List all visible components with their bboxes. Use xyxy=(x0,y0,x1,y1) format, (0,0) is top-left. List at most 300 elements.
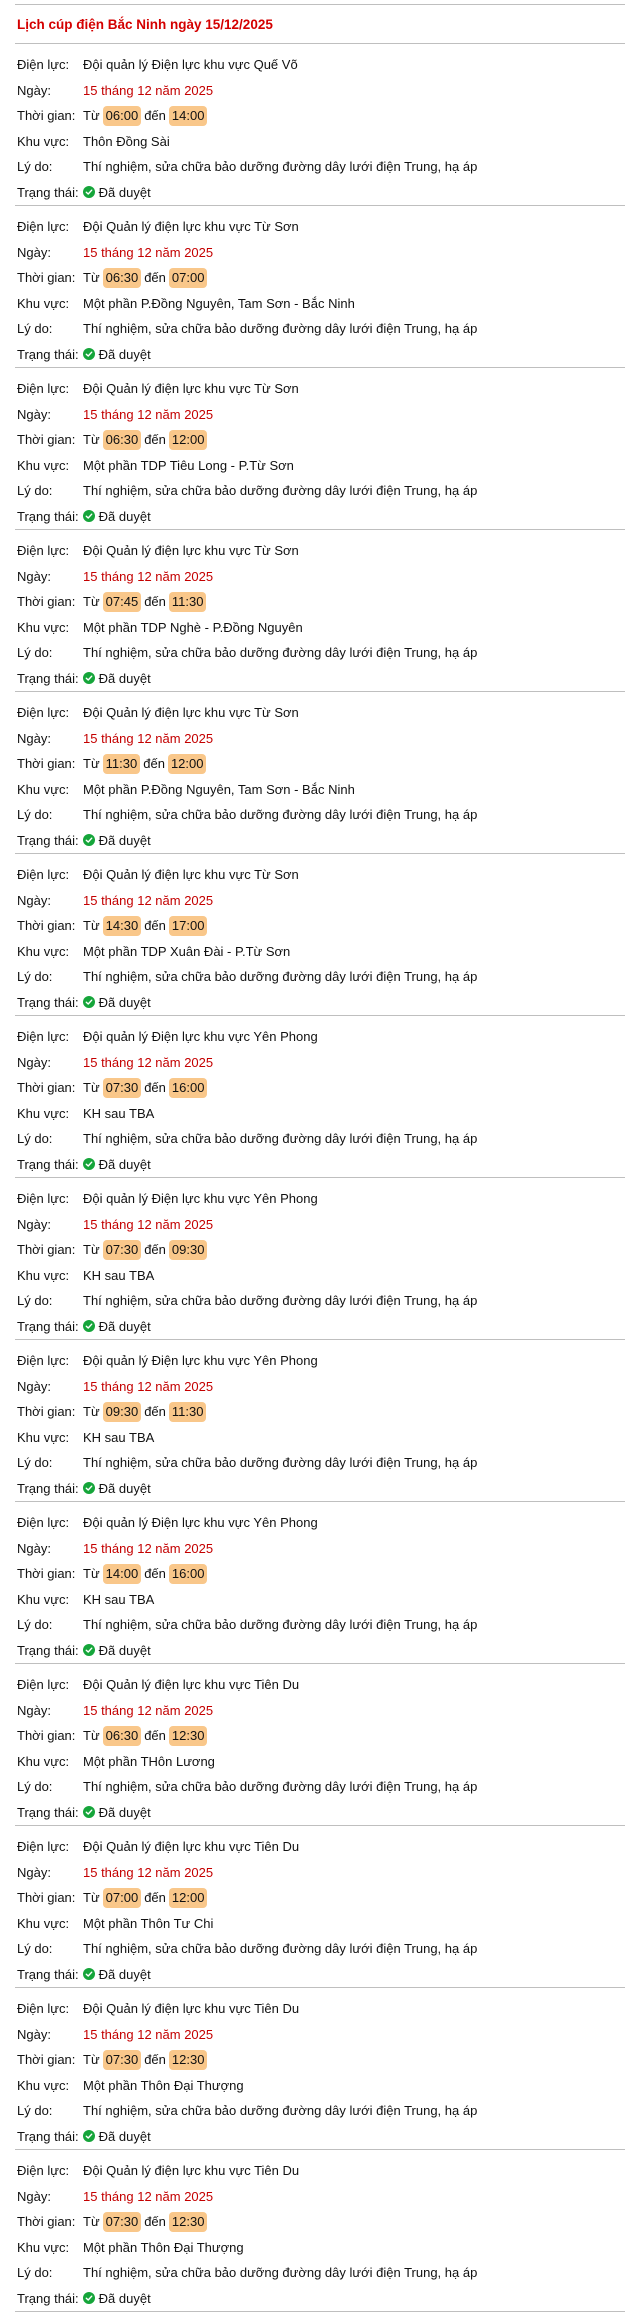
area-row xyxy=(17,1749,625,1775)
date-value: 15 tháng 12 năm 2025 xyxy=(83,1540,214,1556)
area-row xyxy=(17,2073,625,2099)
unit-value: Đội Quản lý điện lực khu vực Từ Sơn xyxy=(83,381,299,397)
time-to-label: đến xyxy=(144,432,166,448)
check-circle-icon xyxy=(83,510,95,522)
time-to-label: đến xyxy=(144,594,166,610)
outage-record xyxy=(15,1502,625,1664)
reason-label: Lý do: xyxy=(17,645,53,661)
date-row xyxy=(17,564,625,590)
time-label: Thời gian: xyxy=(17,1242,76,1258)
time-from-label: Từ xyxy=(83,1242,100,1258)
start-time-badge: 07:30 xyxy=(103,2050,142,2070)
status-label: Trạng thái: xyxy=(17,346,79,362)
area-value: KH sau TBA xyxy=(83,1267,155,1283)
date-value: 15 tháng 12 năm 2025 xyxy=(83,1378,214,1394)
reason-label: Lý do: xyxy=(17,969,53,985)
status-row xyxy=(17,990,625,1016)
end-time-badge: 12:30 xyxy=(169,1726,208,1746)
unit-row xyxy=(17,1834,625,1860)
unit-row xyxy=(17,862,625,888)
reason-row xyxy=(17,1450,625,1476)
time-from-label: Từ xyxy=(83,108,100,124)
reason-value: Thí nghiệm, sửa chữa bảo dưỡng đường dây lưới điện Trung, hạ áp xyxy=(83,1941,478,1957)
outage-record xyxy=(15,1340,625,1502)
unit-value: Đội Quản lý điện lực khu vực Từ Sơn xyxy=(83,543,299,559)
time-label: Thời gian: xyxy=(17,1566,76,1582)
date-value: 15 tháng 12 năm 2025 xyxy=(83,406,214,422)
outage-record xyxy=(15,44,625,206)
date-label: Ngày: xyxy=(17,1054,51,1070)
end-time-badge: 12:00 xyxy=(168,754,207,774)
reason-value: Thí nghiệm, sửa chữa bảo dưỡng đường dây lưới điện Trung, hạ áp xyxy=(83,1617,478,1633)
start-time-badge: 07:00 xyxy=(103,1888,142,1908)
unit-value: Đội quản lý Điện lực khu vực Quế Võ xyxy=(83,57,298,73)
status-row xyxy=(17,1962,625,1988)
time-label: Thời gian: xyxy=(17,108,76,124)
time-row xyxy=(17,265,625,291)
area-row xyxy=(17,129,625,155)
area-value: Một phần P.Đồng Nguyên, Tam Sơn - Bắc Ninh xyxy=(83,295,355,311)
status-label: Trạng thái: xyxy=(17,832,79,848)
unit-label: Điện lực: xyxy=(17,2001,70,2017)
time-from-label: Từ xyxy=(83,918,100,934)
reason-value: Thí nghiệm, sửa chữa bảo dưỡng đường dây lưới điện Trung, hạ áp xyxy=(83,2103,478,2119)
reason-row xyxy=(17,640,625,666)
reason-row xyxy=(17,316,625,342)
area-value: Thôn Đồng Sài xyxy=(83,133,170,149)
unit-value: Đội Quản lý điện lực khu vực Tiên Du xyxy=(83,1677,300,1693)
reason-row xyxy=(17,1126,625,1152)
reason-label: Lý do: xyxy=(17,1617,53,1633)
status-value: Đã duyệt xyxy=(98,1318,151,1334)
area-row xyxy=(17,615,625,641)
time-to-label: đến xyxy=(144,1404,166,1420)
time-from-label: Từ xyxy=(83,432,100,448)
time-to-label: đến xyxy=(144,270,166,286)
date-value: 15 tháng 12 năm 2025 xyxy=(83,82,214,98)
date-row xyxy=(17,1536,625,1562)
area-value: Một phần TDP Xuân Đài - P.Từ Sơn xyxy=(83,943,291,959)
time-label: Thời gian: xyxy=(17,594,76,610)
date-value: 15 tháng 12 năm 2025 xyxy=(83,1702,214,1718)
date-label: Ngày: xyxy=(17,406,51,422)
reason-row xyxy=(17,802,625,828)
time-to-label: đến xyxy=(144,1890,166,1906)
time-from-label: Từ xyxy=(83,594,100,610)
check-circle-icon xyxy=(83,1968,95,1980)
unit-row xyxy=(17,1186,625,1212)
status-label: Trạng thái: xyxy=(17,670,79,686)
area-value: KH sau TBA xyxy=(83,1429,155,1445)
unit-row xyxy=(17,52,625,78)
reason-label: Lý do: xyxy=(17,1779,53,1795)
check-circle-icon xyxy=(83,186,95,198)
area-label: Khu vực: xyxy=(17,2239,70,2255)
time-from-label: Từ xyxy=(83,756,100,772)
status-value: Đã duyệt xyxy=(98,508,151,524)
unit-label: Điện lực: xyxy=(17,381,70,397)
check-circle-icon xyxy=(83,1644,95,1656)
area-label: Khu vực: xyxy=(17,133,70,149)
check-circle-icon xyxy=(83,1320,95,1332)
area-label: Khu vực: xyxy=(17,943,70,959)
end-time-badge: 14:00 xyxy=(169,106,208,126)
time-row xyxy=(17,1237,625,1263)
time-to-label: đến xyxy=(144,2214,166,2230)
reason-row xyxy=(17,154,625,180)
time-to-label: đến xyxy=(144,1242,166,1258)
status-label: Trạng thái: xyxy=(17,1480,79,1496)
outage-record xyxy=(15,1664,625,1826)
check-circle-icon xyxy=(83,834,95,846)
outage-record xyxy=(15,1988,625,2150)
reason-label: Lý do: xyxy=(17,1941,53,1957)
end-time-badge: 12:00 xyxy=(169,430,208,450)
reason-value: Thí nghiệm, sửa chữa bảo dưỡng đường dây lưới điện Trung, hạ áp xyxy=(83,321,478,337)
unit-label: Điện lực: xyxy=(17,2163,70,2179)
status-value: Đã duyệt xyxy=(98,2290,151,2306)
area-row xyxy=(17,1101,625,1127)
time-from-label: Từ xyxy=(83,1566,100,1582)
page-header xyxy=(15,4,625,44)
end-time-badge: 07:00 xyxy=(169,268,208,288)
unit-value: Đội quản lý Điện lực khu vực Yên Phong xyxy=(83,1353,318,1369)
date-label: Ngày: xyxy=(17,2026,51,2042)
time-label: Thời gian: xyxy=(17,270,76,286)
reason-value: Thí nghiệm, sửa chữa bảo dưỡng đường dây lưới điện Trung, hạ áp xyxy=(83,1131,478,1147)
time-from-label: Từ xyxy=(83,2214,100,2230)
date-label: Ngày: xyxy=(17,892,51,908)
outage-record xyxy=(15,1178,625,1340)
end-time-badge: 11:30 xyxy=(169,1402,207,1422)
date-value: 15 tháng 12 năm 2025 xyxy=(83,730,214,746)
start-time-badge: 06:30 xyxy=(103,268,142,288)
end-time-badge: 12:30 xyxy=(169,2212,208,2232)
end-time-badge: 17:00 xyxy=(169,916,208,936)
status-row xyxy=(17,1314,625,1340)
reason-label: Lý do: xyxy=(17,1455,53,1471)
check-circle-icon xyxy=(83,996,95,1008)
date-row xyxy=(17,2022,625,2048)
unit-label: Điện lực: xyxy=(17,1839,70,1855)
area-label: Khu vực: xyxy=(17,1267,70,1283)
outage-record xyxy=(15,692,625,854)
status-row xyxy=(17,342,625,368)
time-row xyxy=(17,1399,625,1425)
status-label: Trạng thái: xyxy=(17,184,79,200)
reason-row xyxy=(17,2260,625,2286)
unit-label: Điện lực: xyxy=(17,219,70,235)
reason-value: Thí nghiệm, sửa chữa bảo dưỡng đường dây lưới điện Trung, hạ áp xyxy=(83,1455,478,1471)
area-value: Một phần P.Đồng Nguyên, Tam Sơn - Bắc Ninh xyxy=(83,781,355,797)
time-from-label: Từ xyxy=(83,1404,100,1420)
status-row xyxy=(17,1152,625,1178)
reason-label: Lý do: xyxy=(17,1293,53,1309)
unit-row xyxy=(17,2158,625,2184)
page-title: Lịch cúp điện Bắc Ninh ngày 15/12/2025 xyxy=(17,16,273,32)
date-row xyxy=(17,1050,625,1076)
time-to-label: đến xyxy=(144,918,166,934)
time-row xyxy=(17,1723,625,1749)
reason-value: Thí nghiệm, sửa chữa bảo dưỡng đường dây lưới điện Trung, hạ áp xyxy=(83,2265,478,2281)
start-time-badge: 07:30 xyxy=(103,1078,142,1098)
unit-label: Điện lực: xyxy=(17,543,70,559)
outage-list xyxy=(15,44,625,2312)
status-row xyxy=(17,666,625,692)
unit-value: Đội Quản lý điện lực khu vực Tiên Du xyxy=(83,1839,300,1855)
outage-record xyxy=(15,368,625,530)
reason-label: Lý do: xyxy=(17,807,53,823)
end-time-badge: 11:30 xyxy=(169,592,207,612)
time-row xyxy=(17,103,625,129)
status-row xyxy=(17,504,625,530)
check-circle-icon xyxy=(83,1158,95,1170)
unit-row xyxy=(17,1510,625,1536)
reason-label: Lý do: xyxy=(17,2103,53,2119)
date-row xyxy=(17,1860,625,1886)
time-row xyxy=(17,2209,625,2235)
outage-record xyxy=(15,854,625,1016)
unit-row xyxy=(17,376,625,402)
time-from-label: Từ xyxy=(83,1728,100,1744)
time-to-label: đến xyxy=(143,756,165,772)
area-value: KH sau TBA xyxy=(83,1105,155,1121)
area-value: Một phần TDP Nghè - P.Đồng Nguyên xyxy=(83,619,303,635)
reason-label: Lý do: xyxy=(17,2265,53,2281)
area-row xyxy=(17,1425,625,1451)
time-label: Thời gian: xyxy=(17,756,76,772)
time-label: Thời gian: xyxy=(17,1728,76,1744)
unit-value: Đội quản lý Điện lực khu vực Yên Phong xyxy=(83,1029,318,1045)
status-value: Đã duyệt xyxy=(98,184,151,200)
unit-value: Đội Quản lý điện lực khu vực Tiên Du xyxy=(83,2001,300,2017)
area-row xyxy=(17,1263,625,1289)
reason-value: Thí nghiệm, sửa chữa bảo dưỡng đường dây lưới điện Trung, hạ áp xyxy=(83,645,478,661)
end-time-badge: 09:30 xyxy=(169,1240,208,1260)
status-row xyxy=(17,2286,625,2312)
reason-row xyxy=(17,964,625,990)
date-row xyxy=(17,1698,625,1724)
start-time-badge: 07:30 xyxy=(103,2212,142,2232)
start-time-badge: 14:30 xyxy=(103,916,142,936)
status-label: Trạng thái: xyxy=(17,2290,79,2306)
time-to-label: đến xyxy=(144,108,166,124)
unit-label: Điện lực: xyxy=(17,57,70,73)
date-label: Ngày: xyxy=(17,244,51,260)
date-value: 15 tháng 12 năm 2025 xyxy=(83,1054,214,1070)
time-row xyxy=(17,427,625,453)
status-value: Đã duyệt xyxy=(98,1642,151,1658)
time-from-label: Từ xyxy=(83,1080,100,1096)
start-time-badge: 07:45 xyxy=(103,592,142,612)
time-label: Thời gian: xyxy=(17,1890,76,1906)
unit-label: Điện lực: xyxy=(17,867,70,883)
reason-row xyxy=(17,1774,625,1800)
status-value: Đã duyệt xyxy=(98,2128,151,2144)
reason-row xyxy=(17,1936,625,1962)
status-value: Đã duyệt xyxy=(98,1804,151,1820)
check-circle-icon xyxy=(83,1806,95,1818)
unit-row xyxy=(17,538,625,564)
unit-value: Đội quản lý Điện lực khu vực Yên Phong xyxy=(83,1191,318,1207)
status-value: Đã duyệt xyxy=(98,670,151,686)
date-value: 15 tháng 12 năm 2025 xyxy=(83,244,214,260)
date-row xyxy=(17,1374,625,1400)
start-time-badge: 06:00 xyxy=(103,106,142,126)
status-row xyxy=(17,2124,625,2150)
status-value: Đã duyệt xyxy=(98,1480,151,1496)
date-label: Ngày: xyxy=(17,1216,51,1232)
start-time-badge: 11:30 xyxy=(103,754,141,774)
area-label: Khu vực: xyxy=(17,2077,70,2093)
area-value: Một phần Thôn Đại Thượng xyxy=(83,2077,244,2093)
status-label: Trạng thái: xyxy=(17,508,79,524)
date-value: 15 tháng 12 năm 2025 xyxy=(83,2188,214,2204)
unit-value: Đội Quản lý điện lực khu vực Từ Sơn xyxy=(83,867,299,883)
time-to-label: đến xyxy=(144,1080,166,1096)
unit-value: Đội Quản lý điện lực khu vực Từ Sơn xyxy=(83,705,299,721)
time-label: Thời gian: xyxy=(17,2052,76,2068)
check-circle-icon xyxy=(83,2292,95,2304)
unit-label: Điện lực: xyxy=(17,1029,70,1045)
date-label: Ngày: xyxy=(17,82,51,98)
outage-record xyxy=(15,2150,625,2312)
area-label: Khu vực: xyxy=(17,619,70,635)
status-value: Đã duyệt xyxy=(98,994,151,1010)
status-value: Đã duyệt xyxy=(98,346,151,362)
unit-label: Điện lực: xyxy=(17,1191,70,1207)
area-label: Khu vực: xyxy=(17,1753,70,1769)
time-label: Thời gian: xyxy=(17,2214,76,2230)
time-label: Thời gian: xyxy=(17,1404,76,1420)
status-label: Trạng thái: xyxy=(17,1966,79,1982)
area-label: Khu vực: xyxy=(17,1429,70,1445)
area-value: Một phần THôn Lương xyxy=(83,1753,215,1769)
date-row xyxy=(17,726,625,752)
date-label: Ngày: xyxy=(17,1702,51,1718)
area-row xyxy=(17,291,625,317)
reason-label: Lý do: xyxy=(17,1131,53,1147)
date-label: Ngày: xyxy=(17,1378,51,1394)
area-value: Một phần TDP Tiêu Long - P.Từ Sơn xyxy=(83,457,294,473)
reason-value: Thí nghiệm, sửa chữa bảo dưỡng đường dây lưới điện Trung, hạ áp xyxy=(83,807,478,823)
check-circle-icon xyxy=(83,672,95,684)
unit-row xyxy=(17,1996,625,2022)
date-value: 15 tháng 12 năm 2025 xyxy=(83,2026,214,2042)
area-value: Một phần Thôn Tư Chi xyxy=(83,1915,214,1931)
end-time-badge: 16:00 xyxy=(169,1564,208,1584)
status-label: Trạng thái: xyxy=(17,994,79,1010)
status-value: Đã duyệt xyxy=(98,832,151,848)
start-time-badge: 07:30 xyxy=(103,1240,142,1260)
time-to-label: đến xyxy=(144,2052,166,2068)
area-label: Khu vực: xyxy=(17,1105,70,1121)
reason-row xyxy=(17,2098,625,2124)
status-label: Trạng thái: xyxy=(17,1642,79,1658)
unit-row xyxy=(17,214,625,240)
reason-row xyxy=(17,1612,625,1638)
area-label: Khu vực: xyxy=(17,457,70,473)
date-value: 15 tháng 12 năm 2025 xyxy=(83,568,214,584)
reason-value: Thí nghiệm, sửa chữa bảo dưỡng đường dây lưới điện Trung, hạ áp xyxy=(83,969,478,985)
check-circle-icon xyxy=(83,1482,95,1494)
unit-label: Điện lực: xyxy=(17,1677,70,1693)
date-value: 15 tháng 12 năm 2025 xyxy=(83,1864,214,1880)
status-label: Trạng thái: xyxy=(17,2128,79,2144)
outage-record xyxy=(15,1016,625,1178)
reason-value: Thí nghiệm, sửa chữa bảo dưỡng đường dây lưới điện Trung, hạ áp xyxy=(83,1779,478,1795)
date-row xyxy=(17,240,625,266)
start-time-badge: 14:00 xyxy=(103,1564,142,1584)
unit-value: Đội Quản lý điện lực khu vực Tiên Du xyxy=(83,2163,300,2179)
time-from-label: Từ xyxy=(83,2052,100,2068)
status-row xyxy=(17,828,625,854)
time-label: Thời gian: xyxy=(17,918,76,934)
unit-row xyxy=(17,1672,625,1698)
date-value: 15 tháng 12 năm 2025 xyxy=(83,1216,214,1232)
area-row xyxy=(17,777,625,803)
unit-row xyxy=(17,1348,625,1374)
start-time-badge: 06:30 xyxy=(103,1726,142,1746)
time-row xyxy=(17,913,625,939)
unit-value: Đội Quản lý điện lực khu vực Từ Sơn xyxy=(83,219,299,235)
time-row xyxy=(17,1885,625,1911)
time-from-label: Từ xyxy=(83,270,100,286)
outage-record xyxy=(15,206,625,368)
area-row xyxy=(17,939,625,965)
date-label: Ngày: xyxy=(17,568,51,584)
area-label: Khu vực: xyxy=(17,1591,70,1607)
reason-label: Lý do: xyxy=(17,321,53,337)
area-row xyxy=(17,1911,625,1937)
status-row xyxy=(17,1638,625,1664)
check-circle-icon xyxy=(83,2130,95,2142)
reason-row xyxy=(17,478,625,504)
date-row xyxy=(17,1212,625,1238)
status-value: Đã duyệt xyxy=(98,1966,151,1982)
status-label: Trạng thái: xyxy=(17,1804,79,1820)
time-row xyxy=(17,2047,625,2073)
date-row xyxy=(17,78,625,104)
area-row xyxy=(17,1587,625,1613)
time-label: Thời gian: xyxy=(17,432,76,448)
unit-row xyxy=(17,1024,625,1050)
time-row xyxy=(17,1561,625,1587)
area-row xyxy=(17,453,625,479)
date-label: Ngày: xyxy=(17,730,51,746)
unit-row xyxy=(17,700,625,726)
date-value: 15 tháng 12 năm 2025 xyxy=(83,892,214,908)
reason-row xyxy=(17,1288,625,1314)
area-label: Khu vực: xyxy=(17,1915,70,1931)
unit-value: Đội quản lý Điện lực khu vực Yên Phong xyxy=(83,1515,318,1531)
time-label: Thời gian: xyxy=(17,1080,76,1096)
unit-label: Điện lực: xyxy=(17,1353,70,1369)
check-circle-icon xyxy=(83,348,95,360)
date-label: Ngày: xyxy=(17,2188,51,2204)
reason-value: Thí nghiệm, sửa chữa bảo dưỡng đường dây lưới điện Trung, hạ áp xyxy=(83,159,478,175)
reason-value: Thí nghiệm, sửa chữa bảo dưỡng đường dây lưới điện Trung, hạ áp xyxy=(83,483,478,499)
date-label: Ngày: xyxy=(17,1864,51,1880)
date-label: Ngày: xyxy=(17,1540,51,1556)
area-row xyxy=(17,2235,625,2261)
unit-label: Điện lực: xyxy=(17,1515,70,1531)
area-label: Khu vực: xyxy=(17,295,70,311)
time-row xyxy=(17,751,625,777)
status-row xyxy=(17,1476,625,1502)
reason-label: Lý do: xyxy=(17,159,53,175)
reason-value: Thí nghiệm, sửa chữa bảo dưỡng đường dây lưới điện Trung, hạ áp xyxy=(83,1293,478,1309)
